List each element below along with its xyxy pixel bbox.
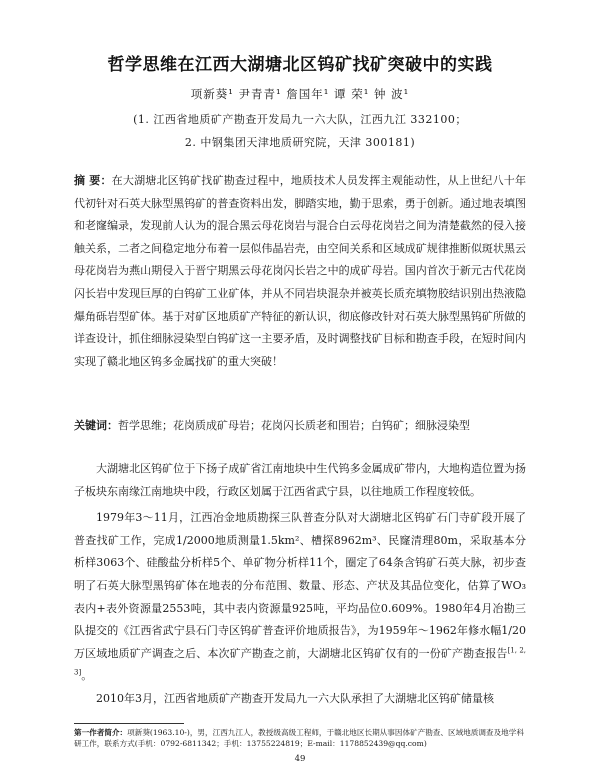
footnote-label: 第一作者简介： xyxy=(74,728,128,737)
abstract-text: 在大湖塘北区钨矿找矿勘查过程中，地质技术人员发挥主观能动性，从上世纪八十年代初针对石英大脉型黑钨矿的普查资料出发，脚踏实地，勤于思索，勇于创新。通过地表填图和老窿编录，发现前人认为的混合黑云母花岗岩与混合白云母花岗岩之间为清楚截然的侵入接触关系，二者之间稳定地分布着一层似伟晶岩壳，由空间关系和区域成矿规律推断似斑状黑云母花岗岩为燕山期侵入于晋宁期黑云母花岗闪长岩之中的成矿母岩。国内首次于新元古代花岗闪长岩中发现巨厚的白钨矿工业矿体，并从不同岩块混杂并被英长质充填物胶结识别出热液隐爆角砾岩型矿体。基于对矿区地质矿产特征的新认识，彻底修改针对石英大脉型黑钨矿所做的详查设计，抓住细脉浸染型白钨矿这一主要矛盾，及时调整找矿目标和勘查手段，在短时间内实现了赣北地区钨多金属找矿的重大突破！ xyxy=(74,174,526,368)
body-paragraph-2-text: 1979年3～11月，江西冶金地质勘探三队普查分队对大湖塘北区钨矿石门寺矿段开展了普查找矿工作，完成1/2000地质测量1.5km²、槽探8962m³、民窿清理80m，采取基本分析样3063个、硅酸盐分析样5个、单矿物分析样11个，圈定了64条含钨矿石英大脉，初步查明了石英大脉型黑钨矿体在地表的分布范围、数量、形态、产状及其品位变化，估算了WO₃表内+表外资源量2553吨，其中表内资源量925吨，平均品位0.609%。1980年4月冶勘三队提交的《江西省武宁县石门寺区钨矿普查评价地质报告》，为1959年～1962年修水幅1/20万区域地质矿产调查之后、本次矿产勘查之前，大湖塘北区钨矿仅有的一份矿产勘查报告 xyxy=(74,511,526,660)
affiliation-line-2: 2. 中钢集团天津地质研究院，天津 300181) xyxy=(184,136,416,149)
citation-ref: [1, 2, 3] xyxy=(74,646,526,677)
body-paragraph-2 xyxy=(74,507,526,688)
author-list: 项新葵¹ 尹青青¹ 詹国年¹ 谭 荣¹ 钟 波¹ xyxy=(190,87,410,101)
footnote-divider xyxy=(74,723,184,724)
footnote-text: 项新葵(1963.10-)，男，江西九江人，教授级高级工程师，于赣北地区长期从事因体矿产勘查、区域地质调查及地学科研工作，联系方式(手机：0792-6811342；手机：13755224819；E-mail：1178852439@qq.com) xyxy=(74,728,524,748)
keywords-label: 关键词： xyxy=(74,419,118,432)
abstract xyxy=(74,170,526,373)
affiliation-line-1: (1. 江西省地质矿产勘查开发局九一六大队，江西九江 332100； xyxy=(133,113,467,126)
paper-title: 哲学思维在江西大湖塘北区钨矿找矿突破中的实践 xyxy=(107,55,493,75)
body-text xyxy=(74,458,526,711)
abstract-label: 摘 要： xyxy=(74,174,112,187)
keywords xyxy=(74,416,526,436)
page-number: 49 xyxy=(294,754,306,764)
keywords-text: 哲学思维；花岗质成矿母岩；花岗闪长质老和围岩；白钨矿；细脉浸染型 xyxy=(118,419,470,432)
body-paragraph-1: 大湖塘北区钨矿位于下扬子成矿省江南地块中生代钨多金属成矿带内，大地构造位置为扬子板块东南缘江南地块中段，行政区划属于江西省武宁县，以往地质工作程度较低。 xyxy=(74,462,526,498)
footnote xyxy=(74,727,526,749)
body-paragraph-3: 2010年3月，江西省地质矿产勘查开发局九一六大队承担了大湖塘北区钨矿储量核 xyxy=(96,691,494,705)
body-paragraph-2-end: 。 xyxy=(81,669,93,683)
